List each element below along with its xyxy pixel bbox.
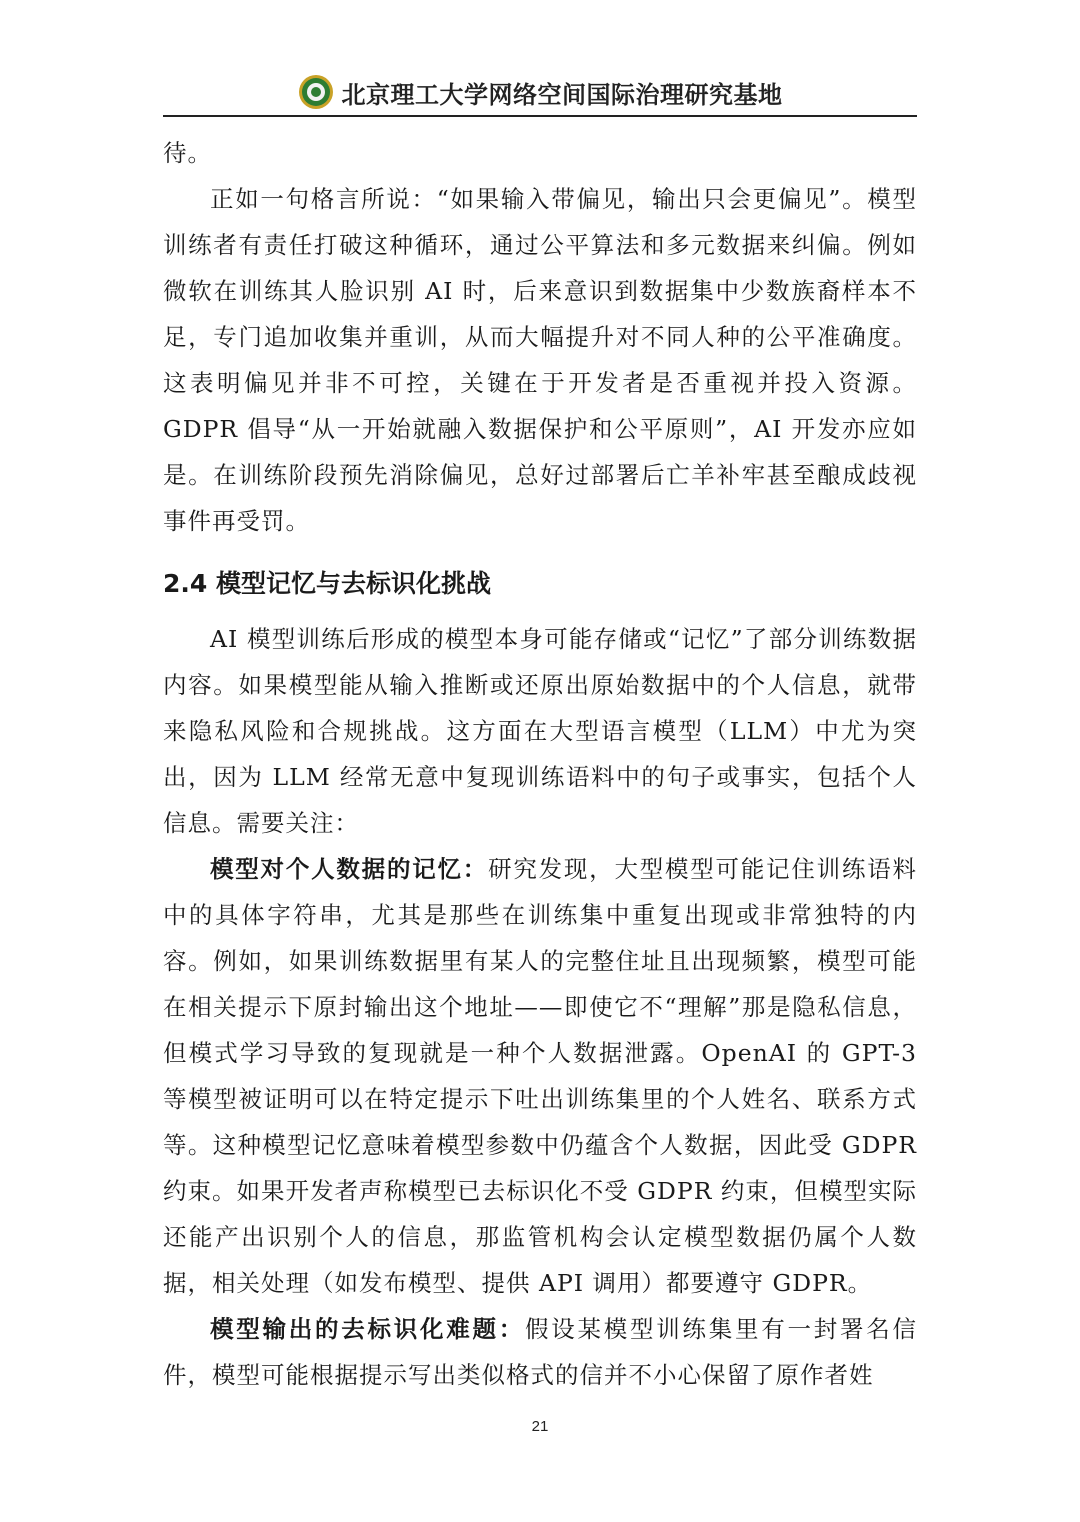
document-body <box>163 130 917 1398</box>
header-divider <box>163 115 917 117</box>
paragraph-deidentification <box>163 1306 917 1398</box>
point-text-deidentification: 假设某模型训练集里有一封署名信件，模型可能根据提示写出类似格式的信并不小心保留了原作者姓 <box>163 1315 917 1389</box>
paragraph-continuation: 待。 <box>163 139 212 167</box>
page-number: 21 <box>531 1418 549 1435</box>
point-text-memorization: 研究发现，大型模型可能记住训练语料中的具体字符串，尤其是那些在训练集中重复出现或非常独特的内容。例如，如果训练数据里有某人的完整住址且出现频繁，模型可能在相关提示下原封输出这个地址——即使它不“理解”那是隐私信息，但模式学习导致的复现就是一种个人数据泄露。OpenAI 的 GPT-3 等模型被证明可以在特定提示下吐出训练集里的个人姓名、联系方式等。这种模型记忆意味着模型参数中仍蕴含个人数据，因此受 GDPR 约束。如果开发者声称模型已去标识化不受 GDPR 约束，但模型实际还能产出识别个人的信息，那监管机构会认定模型数据仍属个人数据，相关处理（如发布模型、提供 API 调用）都要遵守 GDPR。 <box>163 855 918 1297</box>
point-title-memorization: 模型对个人数据的记忆： <box>210 855 489 883</box>
paragraph-bias: 正如一句格言所说：“如果输入带偏见，输出只会更偏见”。模型训练者有责任打破这种循环，通过公平算法和多元数据来纠偏。例如微软在训练其人脸识别 AI 时，后来意识到数据集中少数族裔样本不足，专门追加收集并重训，从而大幅提升对不同人种的公平准确度。这表明偏见并非不可控，关键在于开发者是否重视并投入资源。GDPR 倡导“从一开始就融入数据保护和公平原则”，AI 开发亦应如是。在训练阶段预先消除偏见，总好过部署后亡羊补牢甚至酿成歧视事件再受罚。 <box>163 185 917 535</box>
paragraph-memorization <box>163 846 917 1306</box>
section-heading: 2.4 模型记忆与去标识化挑战 <box>163 569 491 598</box>
point-title-deidentification: 模型输出的去标识化难题： <box>210 1315 525 1343</box>
paragraph-intro: AI 模型训练后形成的模型本身可能存储或“记忆”了部分训练数据内容。如果模型能从输入推断或还原出原始数据中的个人信息，就带来隐私风险和合规挑战。这方面在大型语言模型（LLM）中尤为突出，因为 LLM 经常无意中复现训练语料中的句子或事实，包括个人信息。需要关注： <box>163 625 917 837</box>
university-emblem-icon <box>298 74 334 110</box>
page-header <box>163 70 917 114</box>
header-title: 北京理工大学网络空间国际治理研究基地 <box>341 80 783 109</box>
